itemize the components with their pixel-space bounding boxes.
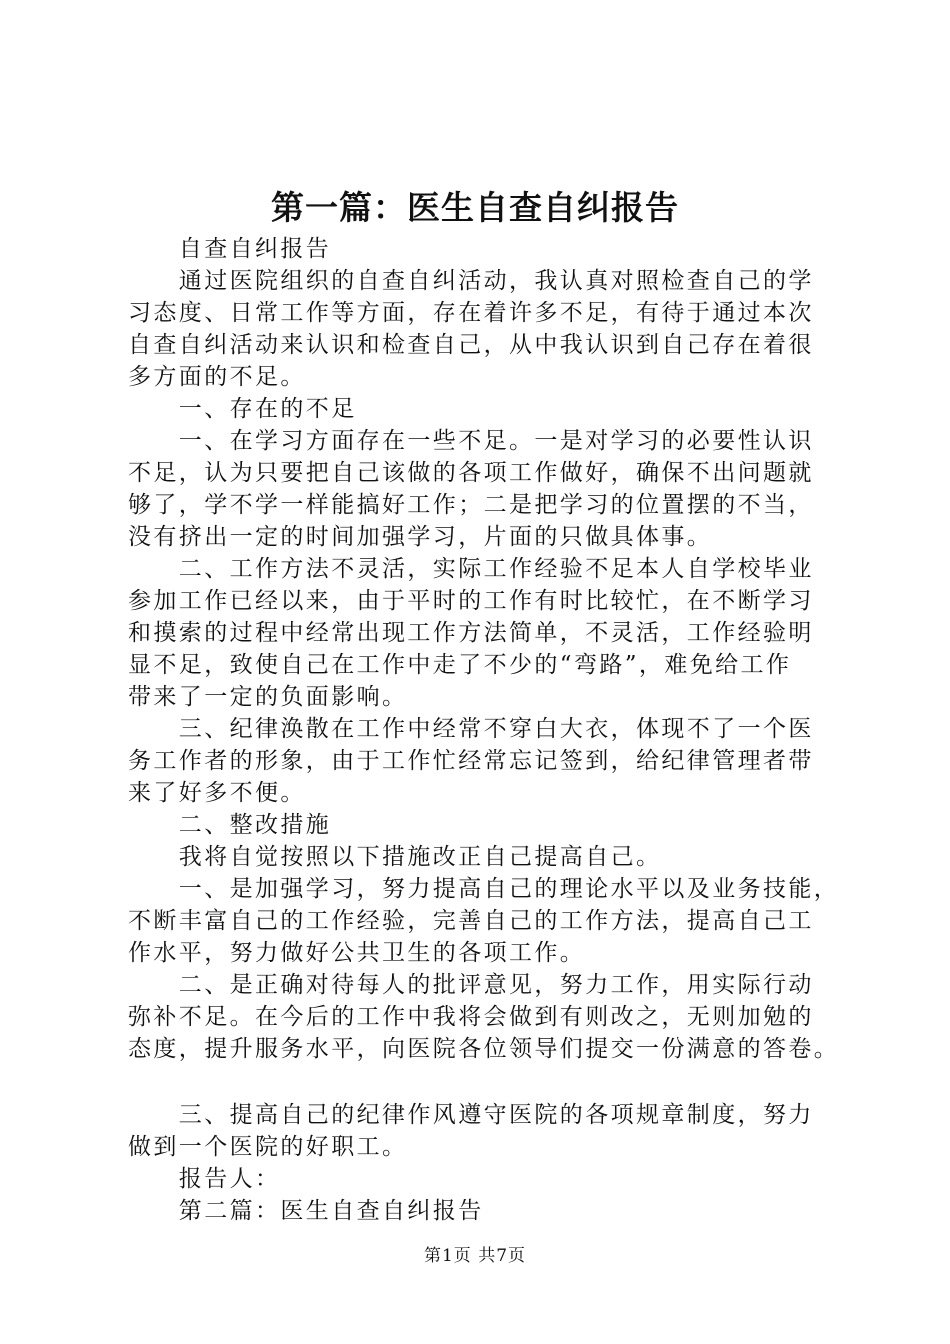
body-line: 务工作者的形象，由于工作忙经常忘记签到，给纪律管理者带 (128, 748, 814, 774)
body-line: 多方面的不足。 (128, 364, 306, 390)
next-article-title: 第二篇：医生自查自纠报告 (128, 1198, 484, 1224)
body-line: 习态度、日常工作等方面，存在着许多不足，有待于通过本次 (128, 300, 814, 326)
body-line: 二、是正确对待每人的批评意见，努力工作，用实际行动 (128, 972, 814, 998)
body-line: 三、纪律涣散在工作中经常不穿白大衣，体现不了一个医 (128, 716, 814, 742)
document-title: 第一篇：医生自查自纠报告 (271, 188, 679, 227)
body-line: 自查自纠活动来认识和检查自己，从中我认识到自己存在着很 (128, 332, 814, 358)
body-line: 带来了一定的负面影响。 (128, 684, 408, 710)
body-line: 作水平，努力做好公共卫生的各项工作。 (128, 940, 586, 966)
body-line: 三、提高自己的纪律作风遵守医院的各项规章制度，努力 (128, 1102, 814, 1128)
body-line: 显不足，致使自己在工作中走了不少的“弯路”，难免给工作 (128, 652, 792, 678)
body-line: 和摸索的过程中经常出现工作方法简单，不灵活，工作经验明 (128, 620, 814, 646)
body-line: 自查自纠报告 (128, 236, 332, 262)
body-line: 参加工作已经以来，由于平时的工作有时比较忙，在不断学习 (128, 588, 814, 614)
body-line: 我将自觉按照以下措施改正自己提高自己。 (128, 844, 662, 870)
body-line: 一、是加强学习，努力提高自己的理论水平以及业务技能， (128, 876, 840, 902)
reporter-line: 报告人： (128, 1166, 281, 1192)
document-body (128, 233, 840, 1227)
section-heading: 二、整改措施 (128, 812, 332, 838)
body-line: 弥补不足。在今后的工作中我将会做到有则改之，无则加勉的 (128, 1004, 814, 1030)
body-line: 来了好多不便。 (128, 780, 306, 806)
body-line: 够了，学不学一样能搞好工作；二是把学习的位置摆的不当， (128, 492, 814, 518)
body-line: 一、在学习方面存在一些不足。一是对学习的必要性认识 (128, 428, 814, 454)
body-line: 不断丰富自己的工作经验，完善自己的工作方法，提高自己工 (128, 908, 814, 934)
section-heading: 一、存在的不足 (128, 396, 357, 422)
body-line: 二、工作方法不灵活，实际工作经验不足本人自学校毕业 (128, 556, 814, 582)
body-line: 通过医院组织的自查自纠活动，我认真对照检查自己的学 (128, 268, 814, 294)
body-line: 做到一个医院的好职工。 (128, 1134, 408, 1160)
body-line: 不足，认为只要把自己该做的各项工作做好，确保不出问题就 (128, 460, 814, 486)
page-number-footer: 第1页 共7页 (423, 1246, 527, 1266)
body-line: 态度，提升服务水平，向医院各位领导们提交一份满意的答卷。 (128, 1036, 840, 1062)
body-line: 没有挤出一定的时间加强学习，片面的只做具体事。 (128, 524, 713, 550)
